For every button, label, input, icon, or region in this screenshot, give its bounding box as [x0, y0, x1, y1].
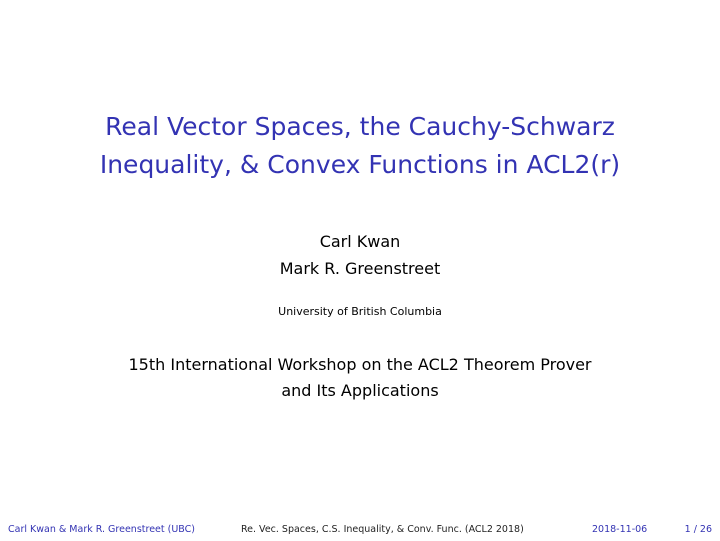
event-line-1: 15th International Workshop on the ACL2 Theorem Prover [128, 355, 592, 374]
footer-date: 2018-11-06 [592, 524, 648, 535]
footer-bar [0, 522, 720, 538]
author-name: Mark R. Greenstreet [279, 259, 441, 278]
title-line-2: Inequality, & Convex Functions in ACL2(r) [99, 150, 621, 179]
institute: University of British Columbia [278, 305, 442, 318]
author-name: Carl Kwan [319, 232, 401, 251]
event-line-2: and Its Applications [281, 381, 439, 400]
footer-short-title: Re. Vec. Spaces, C.S. Inequality, & Conv. Func. (ACL2 2018) [241, 524, 524, 535]
footer-authors: Carl Kwan & Mark R. Greenstreet (UBC) [8, 524, 195, 535]
author-list [0, 228, 720, 282]
title-line-1: Real Vector Spaces, the Cauchy-Schwarz [105, 112, 615, 141]
footer-page-number: 1 / 26 [684, 524, 712, 535]
presentation-title [0, 108, 720, 184]
event-name [0, 352, 720, 404]
